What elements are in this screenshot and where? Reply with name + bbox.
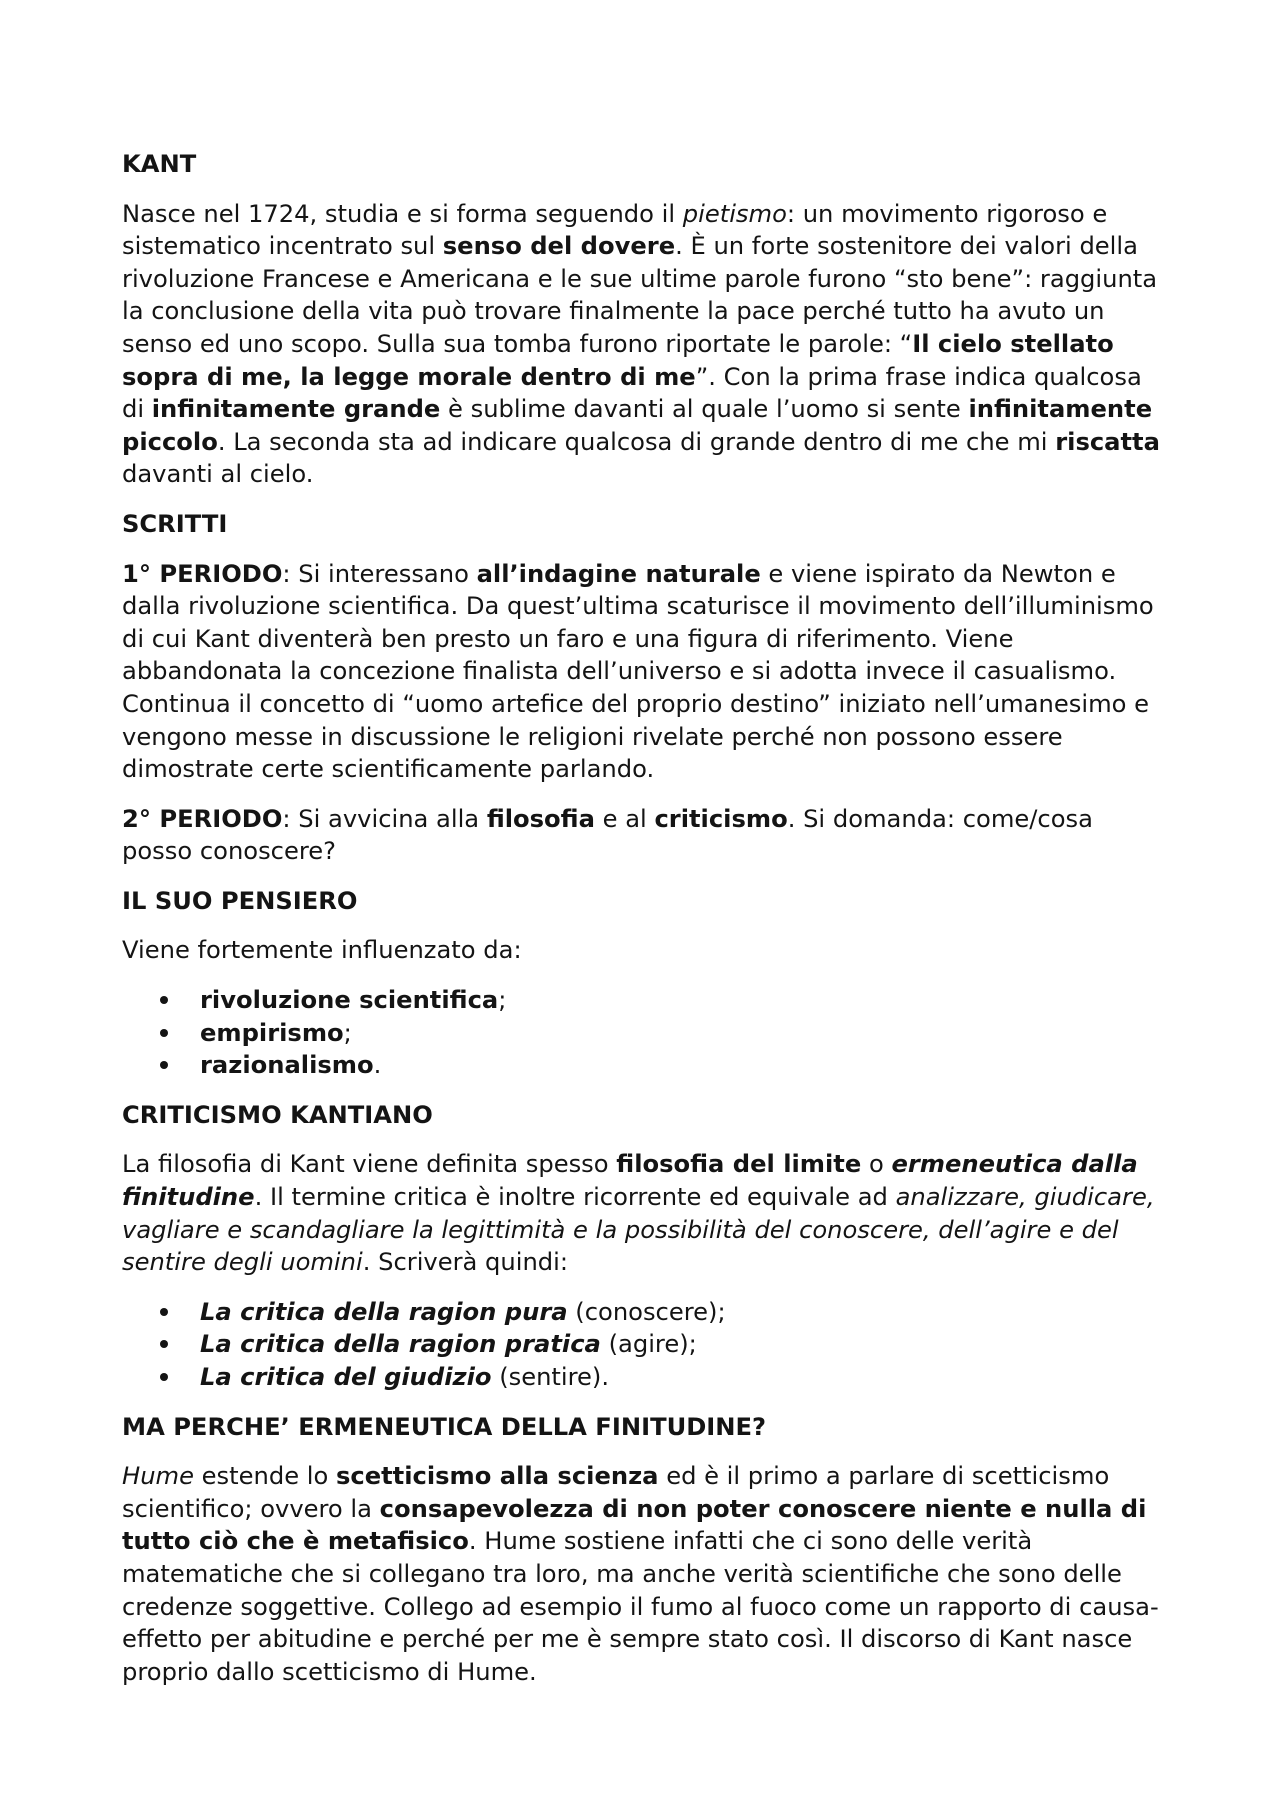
text-run-bold: 1° PERIODO — [122, 559, 283, 588]
paragraph-influences-intro: Viene fortemente influenzato da: — [122, 936, 522, 965]
text-run-bold: Il cielo stellato sopra di me, la legge morale dentro di me — [122, 329, 1114, 391]
heading-criticismo: CRITICISMO KANTIANO — [122, 1100, 433, 1129]
text-run-bold-italic: La critica del giudizio — [200, 1363, 492, 1391]
heading-scritti: SCRITTI — [122, 509, 228, 538]
text-run: (sentire). — [491, 1363, 610, 1391]
text-run: . Scriverà quindi: — [362, 1248, 569, 1277]
text-run-italic: Hume — [122, 1462, 194, 1491]
text-run: (agire); — [600, 1330, 697, 1359]
text-run: . — [373, 1051, 382, 1080]
text-run: . La seconda sta ad indicare qualcosa di grande dentro di me che mi — [217, 427, 1056, 456]
text-run-bold: filosofia del limite — [616, 1150, 862, 1179]
text-run: : un movimento rigoroso e sistematico incentrato sul — [122, 199, 1108, 261]
text-run: o — [861, 1150, 892, 1179]
paragraph-second-period — [122, 803, 1160, 868]
list-item — [160, 984, 1160, 1017]
text-run: . Si domanda: come/cosa posso conoscere? — [122, 804, 1093, 866]
text-run-bold: all’indagine naturale — [476, 559, 761, 588]
critiques-list — [122, 1296, 1160, 1394]
text-run: La filosofia di Kant viene definita spesso — [122, 1150, 617, 1179]
text-run-bold: consapevolezza di non poter conoscere niente e nulla di tutto ciò che è metafisico — [122, 1494, 1147, 1556]
list-item — [160, 1361, 1160, 1394]
text-run: (conoscere); — [567, 1297, 726, 1326]
text-run: : Si interessano — [282, 559, 477, 588]
text-run-bold: 2° PERIODO — [122, 804, 283, 833]
text-run: ”. Con la prima frase indica qualcosa di — [122, 362, 1142, 424]
text-run: . Il termine critica è inoltre ricorrente ed equivale ad — [254, 1183, 896, 1212]
text-run: davanti al cielo. — [122, 460, 314, 489]
text-run-bold-italic: La critica della ragion pratica — [200, 1330, 601, 1359]
text-run: è sublime davanti al quale l’uomo si sente — [440, 395, 969, 424]
text-run: : Si avvicina alla — [282, 804, 487, 833]
list-item — [160, 1017, 1160, 1050]
text-run-italic: analizzare, giudicare, vagliare e scandagliare la legittimità e la possibilità del conoscere, dell’agire e del sentire degli uomini — [122, 1183, 1155, 1277]
text-run-italic: pietismo — [682, 199, 787, 228]
influences-list — [122, 984, 1160, 1082]
paragraph-hume — [122, 1460, 1160, 1688]
paragraph-first-period — [122, 558, 1160, 786]
text-run: ed è il primo a parlare di scetticismo scientifico; ovvero la — [122, 1462, 1110, 1523]
text-run-bold: filosofia — [486, 804, 595, 833]
text-run-bold: riscatta — [1055, 427, 1160, 456]
heading-ermeneutica: MA PERCHE’ ERMENEUTICA DELLA FINITUDINE? — [122, 1412, 767, 1441]
text-run: estende lo — [193, 1462, 336, 1491]
text-run-bold: infinitamente piccolo — [122, 395, 1153, 456]
text-run-bold-italic: ermeneutica dalla finitudine — [122, 1150, 1138, 1212]
text-run: Nasce nel 1724, studia e si forma seguendo il — [122, 199, 683, 228]
text-run: . Hume sostiene infatti che ci sono delle verità matematiche che si collegano tra loro, ma anche verità scientifiche che sono delle credenze soggettive. Collego ad esempio il fumo al fuoco come un rapporto di causa-effetto per abitudine e perché per me è sempre stato così. Il discorso di Kant nasce proprio dallo scetticismo di Hume. — [122, 1527, 1159, 1686]
list-item — [160, 1049, 1160, 1082]
text-run: e viene ispirato da Newton e dalla rivoluzione scientifica. Da quest’ultima scaturisce il movimento dell’illuminismo di cui Kant diventerà ben presto un faro e una figura di riferimento. Viene abbandonata la concezione finalista dell’universo e si adotta invece il casualismo. Continua il concetto di “uomo artefice del proprio destino” iniziato nell’umanesimo e vengono messe in discussione le religioni rivelate perché non possono essere dimostrate certe scientificamente parlando. — [122, 559, 1154, 784]
text-run-bold: criticismo — [654, 804, 788, 833]
text-run: . È un forte sostenitore dei valori della rivoluzione Francese e Americana e le sue ultime parole furono “sto bene”: raggiunta la conclusione della vita può trovare finalmente la pace perché tutto ha avuto un senso ed uno scopo. Sulla sua tomba furono riportate le parole: “ — [122, 232, 1158, 358]
text-run-bold: infinitamente grande — [151, 395, 441, 424]
text-run-bold: razionalismo — [200, 1051, 374, 1080]
bullet-icon — [160, 1029, 168, 1037]
text-run-bold: rivoluzione scientifica — [200, 986, 499, 1015]
heading-pensiero: IL SUO PENSIERO — [122, 886, 358, 915]
bullet-icon — [160, 1061, 168, 1069]
text-run: ; — [343, 1018, 352, 1047]
list-item — [160, 1328, 1160, 1361]
bullet-icon — [160, 1308, 168, 1316]
paragraph-criticismo — [122, 1148, 1160, 1278]
text-run: e al — [594, 804, 655, 833]
bullet-icon — [160, 1373, 168, 1381]
paragraph-kant-bio — [122, 198, 1160, 491]
text-run-bold: senso del dovere — [442, 232, 676, 261]
text-run: ; — [498, 986, 507, 1015]
bullet-icon — [160, 1340, 168, 1348]
text-run-bold: empirismo — [200, 1018, 344, 1047]
text-run-bold: scetticismo alla scienza — [335, 1462, 659, 1491]
bullet-icon — [160, 996, 168, 1004]
heading-kant: KANT — [122, 150, 197, 178]
text-run-bold-italic: La critica della ragion pura — [200, 1297, 568, 1326]
list-item — [160, 1296, 1160, 1329]
